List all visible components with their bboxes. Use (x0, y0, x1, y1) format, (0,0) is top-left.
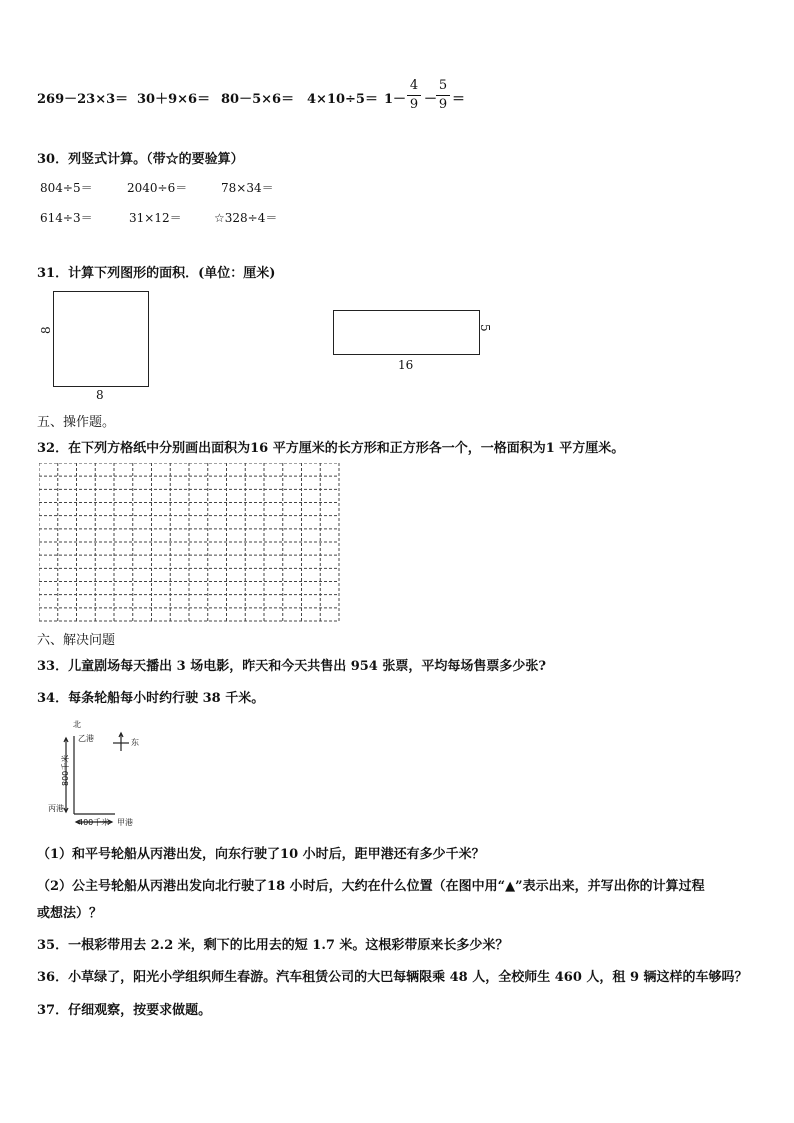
q34-sub2-line2: 或想法）？ (37, 906, 103, 921)
equals-sign: ＝ (452, 92, 466, 107)
square-figure (53, 291, 149, 387)
oral-calc-3: 80－5×6＝ (221, 92, 295, 107)
oral-calc-5-lead: 1－ (384, 92, 407, 107)
oral-calc-4: 4×10÷5＝ (307, 92, 378, 107)
section-6-title: 六、解决问题 (37, 633, 116, 648)
q36-title: 36．小草绿了，阳光小学组织师生春游。汽车租赁公司的大巴每辆限乘 48 人，全校师生 460 人，租 9 辆这样的车够吗？ (37, 970, 748, 985)
rectangle-height-label: 5 (478, 324, 492, 332)
q30-item-3: 78×34＝ (221, 181, 274, 195)
fraction-numerator: 5 (438, 78, 448, 93)
port-yi-label: 乙港 (78, 734, 94, 743)
oral-calc-2: 30＋9×6＝ (137, 92, 211, 107)
east-distance-label: 400千米 (78, 818, 110, 827)
fraction-5-9 (436, 78, 450, 113)
square-bottom-label: 8 (96, 388, 104, 402)
oral-calc-1: 269－23×3＝ (37, 92, 129, 107)
fraction-bar (407, 95, 421, 96)
q30-item-6: ☆328÷4＝ (214, 211, 278, 225)
minus-sign: － (424, 92, 438, 107)
q30-item-5: 31×12＝ (129, 211, 182, 225)
section-5-title: 五、操作题。 (37, 415, 116, 430)
port-jia-label: 甲港 (117, 818, 133, 827)
q37-title: 37．仔细观察，按要求做题。 (37, 1003, 212, 1018)
q30-item-1: 804÷5＝ (40, 181, 93, 195)
port-bing-label: 丙港 (48, 804, 64, 813)
q30-item-2: 2040÷6＝ (127, 181, 188, 195)
compass-east-label: 东 (131, 738, 139, 747)
q31-title: 31．计算下列图形的面积．(单位：厘米) (37, 266, 276, 281)
north-distance-label: 800千米 (61, 754, 70, 786)
fraction-denominator: 9 (438, 97, 448, 112)
rectangle-width-label: 16 (398, 358, 414, 372)
square-side-label: 8 (39, 326, 53, 334)
grid-paper[interactable] (39, 463, 341, 623)
fraction-denominator: 9 (409, 97, 419, 112)
q30-item-4: 614÷3＝ (40, 211, 93, 225)
q34-title: 34．每条轮船每小时约行驶 38 千米。 (37, 691, 265, 706)
q34-sub1: （1）和平号轮船从丙港出发，向东行驶了10 小时后，距甲港还有多少千米？ (37, 847, 485, 862)
q32-title: 32．在下列方格纸中分别画出面积为16 平方厘米的长方形和正方形各一个，一格面积为1 平方厘米。 (37, 441, 625, 456)
q30-title: 30．列竖式计算。（带☆的要验算） (37, 152, 244, 167)
fraction-bar (436, 95, 450, 96)
rectangle-figure (333, 310, 480, 355)
fraction-numerator: 4 (409, 78, 419, 93)
fraction-4-9 (407, 78, 421, 113)
q35-title: 35．一根彩带用去 2.2 米，剩下的比用去的短 1.7 米。这根彩带原来长多少米？ (37, 938, 509, 953)
q33-title: 33．儿童剧场每天播出 3 场电影，昨天和今天共售出 954 张票，平均每场售票多少张? (37, 659, 546, 674)
q34-sub2-line1: （2）公主号轮船从丙港出发向北行驶了18 小时后，大约在什么位置（在图中用“▲”表示出来，并写出你的计算过程 (37, 879, 705, 894)
compass-north-label: 北 (73, 720, 81, 729)
